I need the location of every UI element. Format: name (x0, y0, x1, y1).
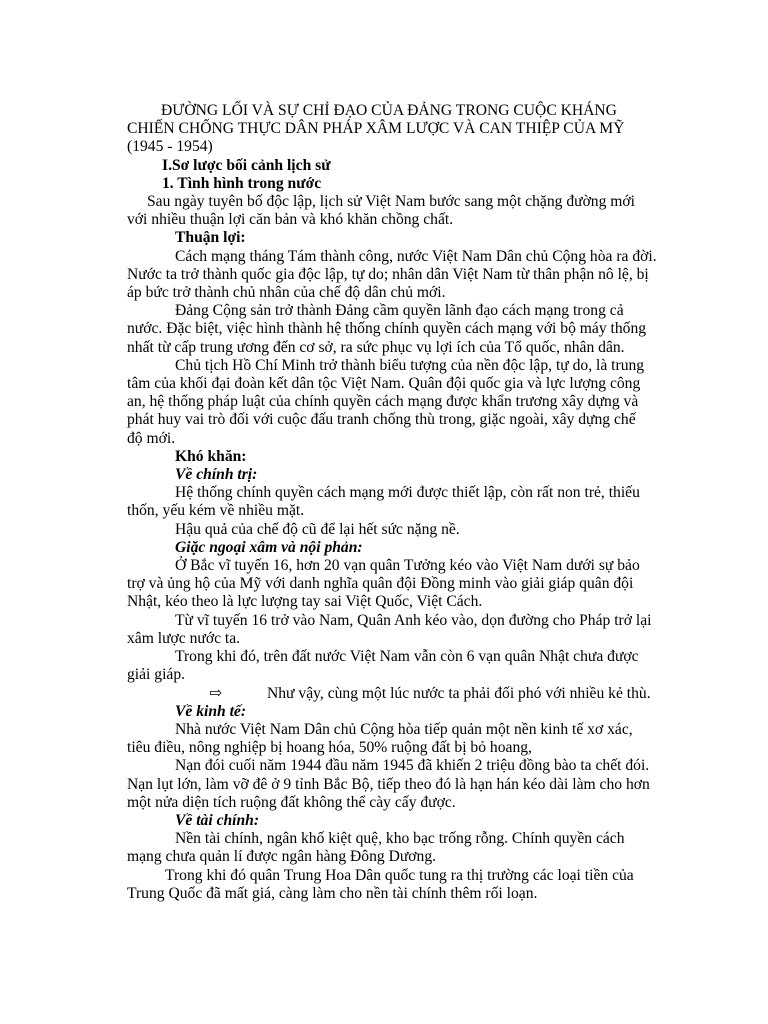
enemies-p1-line-1: Ở Bắc vĩ tuyến 16, hơn 20 vạn quân Tưởng kéo vào Việt Nam dưới sự bảo (175, 557, 640, 575)
economy-heading: Về kinh tế: (175, 702, 247, 720)
subsection-heading: 1. Tình hình trong nước (162, 174, 322, 192)
advantages-p3-line-5: độ mới. (127, 429, 176, 447)
section-heading: I.Sơ lược bối cảnh lịch sử (162, 156, 331, 174)
intro-line-1: Sau ngày tuyên bố độc lập, lịch sử Việt Nam bước sang một chặng đường mới (147, 193, 636, 211)
enemies-p1-line-2: trợ và ủng hộ của Mỹ với danh nghĩa quân đội Đồng minh vào giải giáp quân đội (127, 575, 634, 593)
enemies-heading: Giặc ngoại xâm và nội phản: (175, 538, 363, 556)
advantages-p3-line-4: phát huy vai trò đối với cuộc đấu tranh chống thù trong, giặc ngoài, xây dựng chế (127, 411, 636, 429)
politics-heading: Về chính trị: (175, 466, 258, 484)
enemies-p2-line-2: xâm lược nước ta. (127, 629, 241, 647)
finance-p1-line-2: mạng chưa quản lí được ngân hàng Đông Dương. (127, 848, 437, 866)
advantages-p1-line-2: Nước ta trở thành quốc gia độc lập, tự do; nhân dân Việt Nam từ thân phận nô lệ, bị (127, 265, 649, 283)
conclusion-text: Như vậy, cùng một lúc nước ta phải đối phó với nhiều kẻ thù. (267, 684, 651, 702)
advantages-p2-line-1: Đảng Cộng sản trở thành Đảng cầm quyền lãnh đạo cách mạng trong cả (175, 302, 624, 320)
difficulties-heading: Khó khăn: (175, 447, 247, 465)
politics-p1-line-2: thốn, yếu kém về nhiều mặt. (127, 502, 305, 520)
advantages-p1-line-3: áp bức trở thành chủ nhân của chế độ dân chủ mới. (127, 284, 446, 302)
enemies-p3-line-1: Trong khi đó, trên đất nước Việt Nam vẫn còn 6 vạn quân Nhật chưa được (175, 648, 639, 666)
advantages-p3-line-3: an, hệ thống pháp luật của chính quyền cách mạng được khẩn trương xây dựng và (127, 393, 639, 411)
economy-p1-line-1: Nhà nước Việt Nam Dân chủ Cộng hòa tiếp quản một nền kinh tế xơ xác, (175, 720, 633, 738)
finance-heading: Về tài chính: (175, 811, 260, 829)
advantages-p2-line-3: nhất từ cấp trung ương đến cơ sở, ra sức phục vụ lợi ích của Tổ quốc, nhân dân. (127, 338, 625, 356)
enemies-p2-line-1: Từ vĩ tuyến 16 trở vào Nam, Quân Anh kéo vào, dọn đường cho Pháp trở lại (175, 611, 652, 629)
finance-p2-line-2: Trung Quốc đã mất giá, càng làm cho nền tài chính thêm rối loạn. (127, 884, 538, 902)
economy-p1-line-2: tiêu điều, nông nghiệp bị hoang hóa, 50% ruộng đất bị bỏ hoang, (127, 739, 532, 757)
politics-p2: Hậu quả của chế độ cũ để lại hết sức nặng nề. (175, 520, 460, 538)
finance-p2-line-1: Trong khi đó quân Trung Hoa Dân quốc tung ra thị trường các loại tiền của (165, 866, 634, 884)
advantages-p2-line-2: nước. Đặc biệt, việc hình thành hệ thống chính quyền cách mạng với bộ máy thống (127, 320, 647, 338)
advantages-p1-line-1: Cách mạng tháng Tám thành công, nước Việt Nam Dân chủ Cộng hòa ra đời. (175, 247, 657, 265)
document-title-line-3: (1945 - 1954) (127, 138, 213, 156)
enemies-p3-line-2: giải giáp. (127, 666, 186, 684)
intro-line-2: với nhiều thuận lợi căn bản và khó khăn chồng chất. (127, 211, 454, 229)
document-title-line-2: CHIẾN CHỐNG THỰC DÂN PHÁP XÂM LƯỢC VÀ CAN THIỆP CỦA MỸ (127, 120, 625, 138)
enemies-p1-line-3: Nhật, kéo theo là lực lượng tay sai Việt Quốc, Việt Cách. (127, 593, 483, 611)
advantages-p3-line-1: Chủ tịch Hồ Chí Minh trở thành biểu tượng của nền độc lập, tự do, là trung (175, 356, 645, 374)
advantages-p3-line-2: tâm của khối đại đoàn kết dân tộc Việt Nam. Quân đội quốc gia và lực lượng công (127, 375, 641, 393)
finance-p1-line-1: Nền tài chính, ngân khố kiệt quệ, kho bạc trống rỗng. Chính quyền cách (175, 830, 625, 848)
document-page (127, 102, 692, 903)
arrow-right-icon: ⇨ (209, 684, 223, 702)
economy-p2-line-1: Nạn đói cuối năm 1944 đầu năm 1945 đã khiến 2 triệu đồng bào ta chết đói. (175, 757, 650, 775)
economy-p2-line-2: Nạn lụt lớn, làm vỡ đê ở 9 tỉnh Bắc Bộ, tiếp theo đó là hạn hán kéo dài làm cho hơn (127, 775, 650, 793)
document-title-line-1: ĐƯỜNG LỐI VÀ SỰ CHỈ ĐẠO CỦA ĐẢNG TRONG CUỘC KHÁNG (161, 102, 617, 119)
conclusion-line (127, 685, 692, 703)
advantages-heading: Thuận lợi: (175, 229, 246, 247)
economy-p2-line-3: một nửa diện tích ruộng đất không thể cày cấy được. (127, 793, 456, 811)
politics-p1-line-1: Hệ thống chính quyền cách mạng mới được thiết lập, còn rất non trẻ, thiếu (175, 484, 640, 502)
